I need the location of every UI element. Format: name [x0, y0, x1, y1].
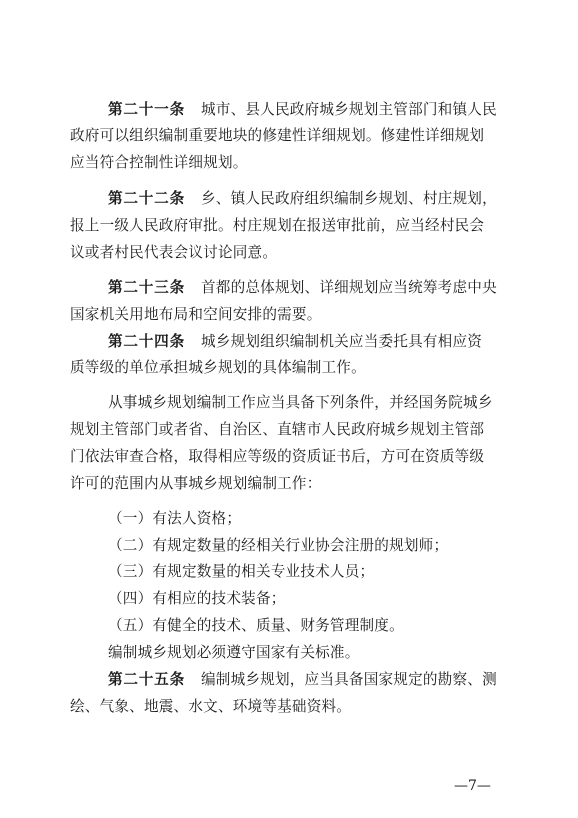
list-item: （二）有规定数量的经相关行业协会注册的规划师；: [108, 537, 449, 554]
article-24-para2-line-4: 许可的范围内从事城乡规划编制工作：: [70, 475, 322, 492]
list-item: （五）有健全的技术、质量、财务管理制度。: [108, 617, 404, 634]
list-item: （四）有相应的技术装备；: [108, 590, 286, 607]
article-22-text-1: 乡、镇人民政府组织编制乡规划、村庄规划，: [200, 190, 497, 207]
article-25-text-2: 绘、气象、地震、水文、环境等基础资料。: [70, 698, 352, 715]
article-24-para2-line-1: 从事城乡规划编制工作应当具备下列条件，并经国务院城乡: [108, 394, 493, 411]
article-24-first-line: [108, 332, 482, 352]
article-21-text-3: 应当符合控制性详细规划。: [70, 154, 248, 171]
article-21-text-2: 政府可以组织编制重要地块的修建性详细规划。修建性详细规划: [70, 127, 485, 144]
article-25-first-line: [108, 670, 497, 690]
article-22-title: 第二十二条: [108, 190, 185, 207]
list-item: （一）有法人资格；: [108, 510, 242, 527]
article-22-first-line: [108, 189, 497, 209]
page-number: —7—: [454, 778, 491, 794]
article-23-title: 第二十三条: [108, 279, 185, 296]
article-24-text-1: 城乡规划组织编制机关应当委托具有相应资: [200, 333, 483, 350]
article-23-text-1: 首都的总体规划、详细规划应当统筹考虑中央: [200, 279, 497, 296]
article-21-first-line: [108, 100, 497, 120]
article-24-title: 第二十四条: [108, 333, 185, 350]
article-25-title: 第二十五条: [108, 671, 185, 688]
article-23-first-line: [108, 278, 497, 298]
article-22-text-3: 议或者村民代表会议讨论同意。: [70, 244, 278, 261]
list-item: （三）有规定数量的相关专业技术人员；: [108, 563, 375, 580]
article-24-closing: 编制城乡规划必须遵守国家有关标准。: [108, 644, 360, 661]
article-22-text-2: 报上一级人民政府审批。村庄规划在报送审批前，应当经村民会: [70, 217, 485, 234]
article-25-text-1: 编制城乡规划，应当具备国家规定的勘察、测: [200, 671, 497, 688]
article-23-text-2: 国家机关用地布局和空间安排的需要。: [70, 306, 322, 323]
article-21-text-1: 城市、县人民政府城乡规划主管部门和镇人民: [200, 101, 497, 118]
article-24-para2-line-3: 门依法审查合格，取得相应等级的资质证书后，方可在资质等级: [70, 448, 485, 465]
article-24-text-2: 质等级的单位承担城乡规划的具体编制工作。: [70, 359, 366, 376]
article-21-title: 第二十一条: [108, 101, 185, 118]
article-24-para2-line-2: 规划主管部门或者省、自治区、直辖市人民政府城乡规划主管部: [70, 421, 485, 438]
